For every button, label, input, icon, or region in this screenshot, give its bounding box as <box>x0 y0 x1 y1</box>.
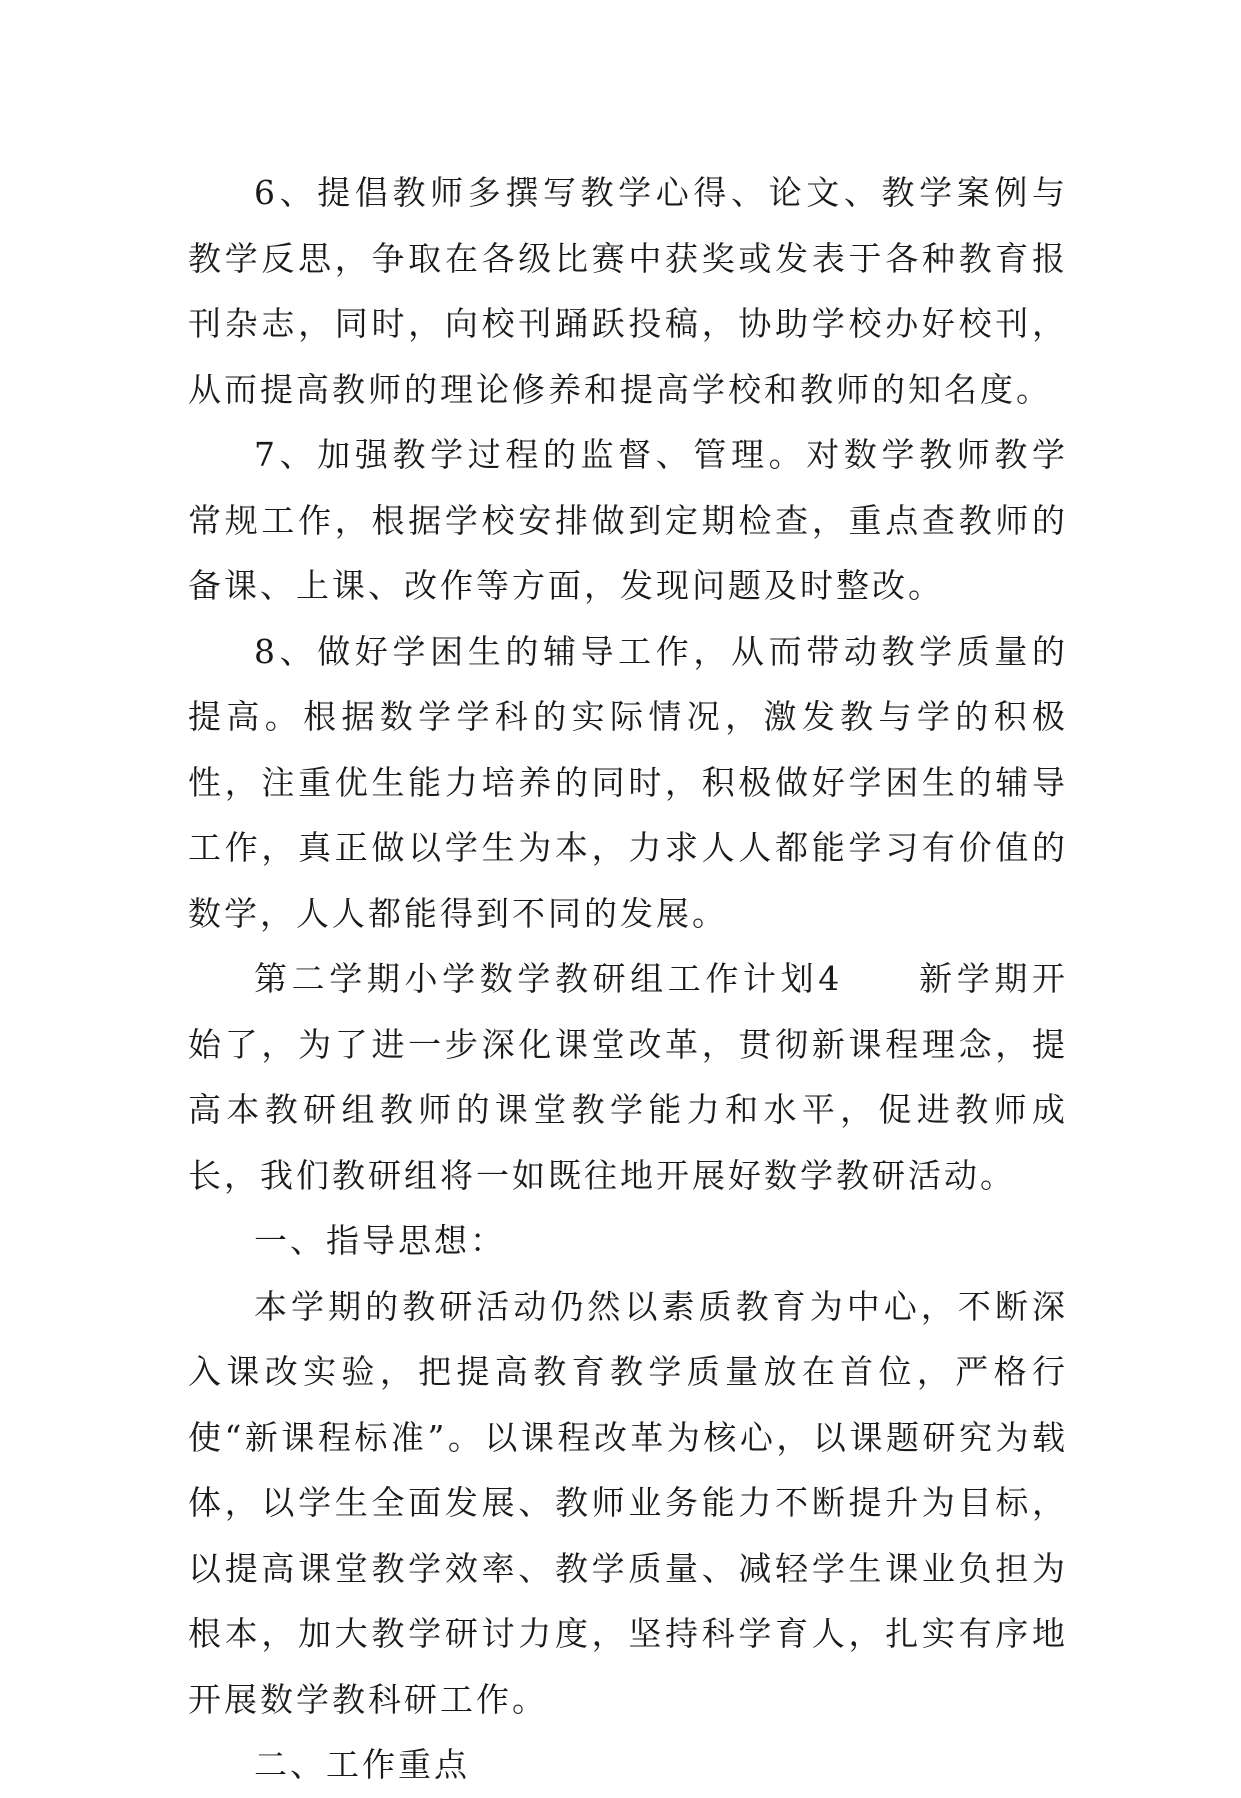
paragraph-guiding-ideology: 本学期的教研活动仍然以素质教育为中心，不断深入课改实验，把提高教育教学质量放在首位，严格行使“新课程标准”。以课程改革为核心，以课题研究为载体，以学生全面发展、教师业务能力不断提升为目标，以提高课堂教学效率、教学质量、减轻学生课业负担为根本，加大教学研讨力度，坚持科学育人，扎实有序地开展数学教科研工作。 <box>188 1286 1068 1719</box>
section-heading-guiding-ideology: 一、指导思想： <box>254 1221 506 1260</box>
paragraph-item-6: 6、提倡教师多撰写教学心得、论文、教学案例与教学反思，争取在各级比赛中获奖或发表于各种教育报刊杂志，同时，向校刊踊跃投稿，协助学校办好校刊，从而提高教师的理论修养和提高学校和教师的知名度。 <box>188 173 1068 409</box>
paragraph-item-8: 8、做好学困生的辅导工作，从而带动教学质量的提高。根据数学学科的实际情况，激发教与学的积极性，注重优生能力培养的同时，积极做好学困生的辅导工作，真正做以学生为本，力求人人都能学习有价值的数学，人人都能得到不同的发展。 <box>188 631 1068 933</box>
document-body <box>188 160 1068 1798</box>
section-heading-work-focus: 二、工作重点 <box>254 1745 470 1784</box>
paragraph-plan-intro: 第二学期小学数学教研组工作计划4 新学期开始了，为了进一步深化课堂改革，贯彻新课程理念，提高本教研组教师的课堂教学能力和水平，促进教师成长，我们教研组将一如既往地开展好数学教研活动。 <box>188 959 1068 1195</box>
paragraph-item-7: 7、加强教学过程的监督、管理。对数学教师教学常规工作，根据学校安排做到定期检查，重点查教师的备课、上课、改作等方面，发现问题及时整改。 <box>188 435 1068 605</box>
